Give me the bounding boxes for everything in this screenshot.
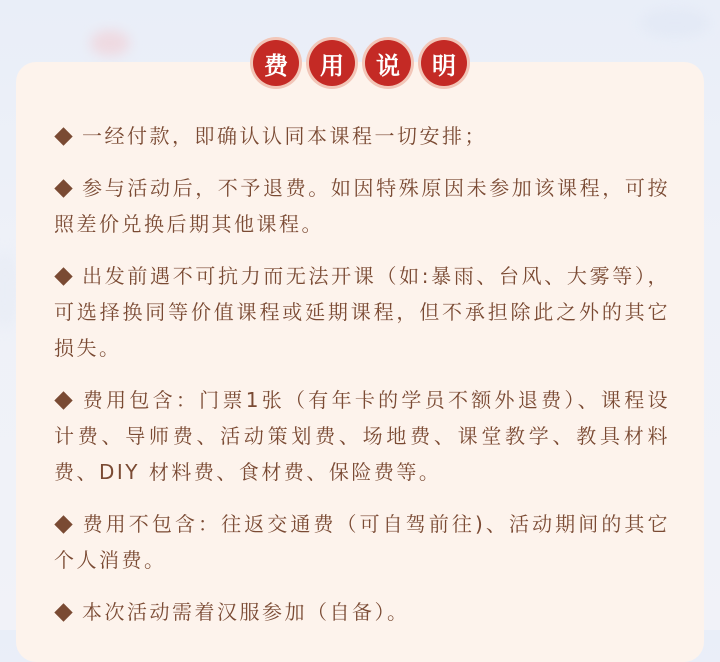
fee-term-text: 一经付款，即确认认同本课程一切安排； (82, 124, 487, 148)
fee-term-text: 本次活动需着汉服参加（自备）。 (82, 600, 410, 624)
title-char-circle: 用 (309, 40, 355, 86)
decorative-blob (640, 8, 710, 38)
diamond-bullet-icon (54, 179, 72, 197)
diamond-bullet-icon (54, 267, 72, 285)
fee-terms-list (54, 118, 670, 646)
diamond-bullet-icon (54, 515, 72, 533)
fee-term-text: 费用包含：门票1张（有年卡的学员不额外退费）、课程设计费、导师费、活动策划费、场地费、课堂教学、教具材料费、DIY 材料费、食材费、保险费等。 (54, 388, 670, 484)
title-char-circle: 说 (365, 40, 411, 86)
fee-term-item (54, 258, 670, 366)
fee-term-text: 参与活动后，不予退费。如因特殊原因未参加该课程，可按照差价兑换后期其他课程。 (54, 176, 670, 236)
title-char-circle: 明 (421, 40, 467, 86)
fee-term-item (54, 170, 670, 242)
diamond-bullet-icon (54, 603, 72, 621)
fee-term-text: 出发前遇不可抗力而无法开课（如:暴雨、台风、大雾等），可选择换同等价值课程或延期课程，但不承担除此之外的其它损失。 (54, 264, 670, 360)
section-title (0, 40, 720, 86)
diamond-bullet-icon (54, 127, 72, 145)
fee-term-item (54, 118, 670, 154)
fee-term-item (54, 594, 670, 630)
fee-term-text: 费用不包含：往返交通费（可自驾前往)、活动期间的其它个人消费。 (54, 512, 670, 572)
fee-term-item (54, 382, 670, 490)
diamond-bullet-icon (54, 391, 72, 409)
fee-term-item (54, 506, 670, 578)
title-char-circle: 费 (253, 40, 299, 86)
